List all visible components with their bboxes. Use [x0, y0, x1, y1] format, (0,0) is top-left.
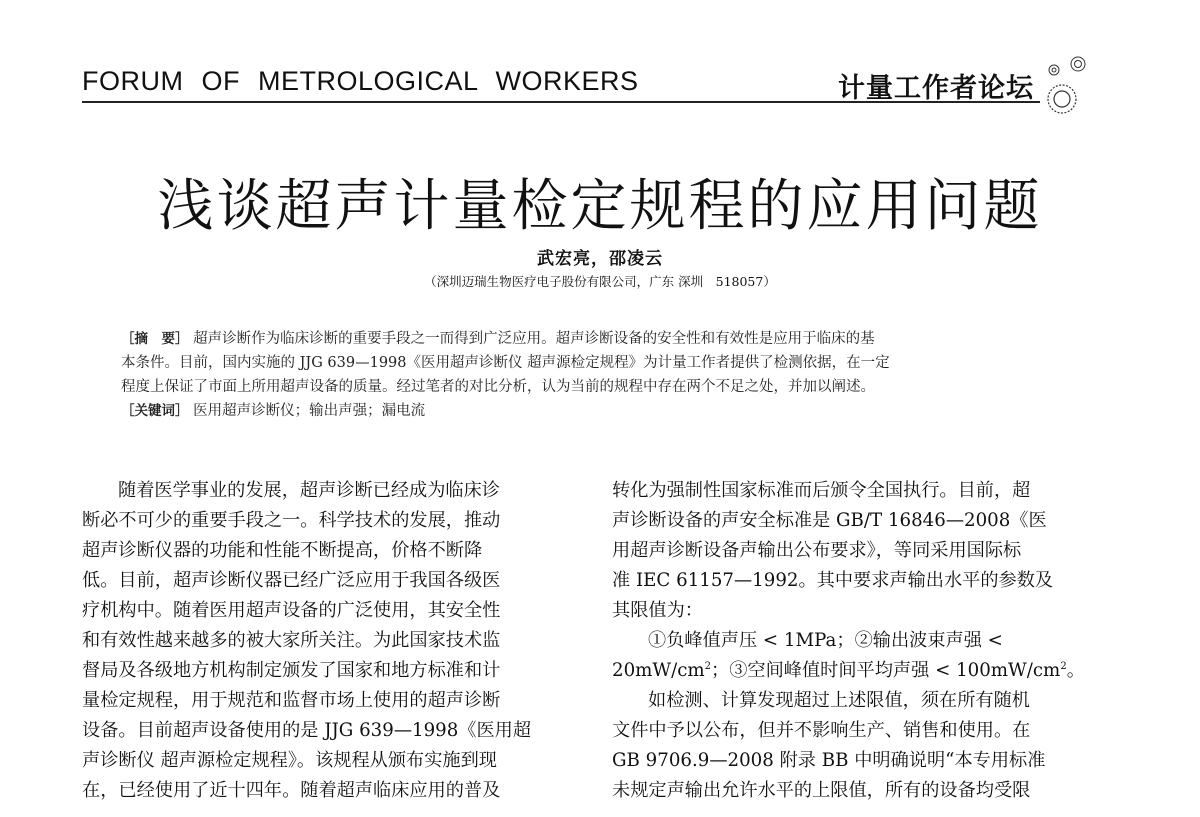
header-divider [82, 101, 1040, 103]
keywords-label: ［关键词］ [121, 403, 189, 419]
keywords-text: 医用超声诊断仪；输出声强；漏电流 [193, 403, 426, 419]
body-line: 超声诊断仪器的功能和性能不断提高，价格不断降 [82, 540, 483, 561]
journal-name-en: FORUM OF METROLOGICAL WORKERS [82, 66, 639, 96]
body-line: 用超声诊断设备声输出公布要求》，等同采用国际标 [612, 540, 1022, 561]
limits-line [612, 656, 1102, 686]
abstract-line: 本条件。目前，国内实施的 JJG 639—1998《医用超声诊断仪 超声源检定规程》为计量工作者提供了检测依据，在一定 [121, 355, 890, 371]
limit-punct: 。 [1066, 660, 1085, 681]
body-line: 转化为强制性国家标准而后颁令全国执行。目前，超 [612, 480, 1031, 501]
body-line: 设备。目前超声设备使用的是 JJG 639—1998《医用超 [82, 720, 532, 741]
body-line: 低。目前，超声诊断仪器已经广泛应用于我国各级医 [82, 570, 501, 591]
limit-value: ；③空间峰值时间平均声强 < 100mW/cm [711, 660, 1061, 681]
body-line: 断必不可少的重要手段之一。科学技术的发展，推动 [82, 510, 501, 531]
body-line: 如检测、计算发现超过上述限值，须在所有随机 [648, 690, 1030, 711]
body-line: 疗机构中。随着医用超声设备的广泛使用，其安全性 [82, 600, 501, 621]
body-line: 量检定规程，用于规范和监督市场上使用的超声诊断 [82, 690, 501, 711]
article-authors: 武宏亮，邵凌云 [537, 249, 663, 269]
article-title: 浅谈超声计量检定规程的应用问题 [157, 174, 1043, 239]
abstract-line [121, 327, 1079, 351]
body-line: 和有效性越来越多的被大家所关注。为此国家技术监 [82, 630, 501, 651]
superscript: 2 [1060, 661, 1067, 672]
body-line: 声诊断设备的声安全标准是 GB/T 16846—2008《医 [612, 510, 1047, 531]
body-line: 其限值为： [612, 600, 703, 621]
body-line: 督局及各级地方机构制定颁发了国家和地方标准和计 [82, 660, 501, 681]
body-line: 准 IEC 61157—1992。其中要求声输出水平的参数及 [612, 570, 1054, 591]
author-affiliation: （深圳迈瑞生物医疗电子股份有限公司，广东 深圳 518057） [424, 274, 776, 289]
body-line: 文件中予以公布，但并不影响生产、销售和使用。在 [612, 720, 1031, 741]
limit-value: 20mW/cm [612, 660, 705, 681]
abstract-text: 超声诊断作为临床诊断的重要手段之一而得到广泛应用。超声诊断设备的安全性和有效性是应用于临床的基 [193, 331, 875, 347]
body-line: 声诊断仪 超声源检定规程》。该规程从颁布实施到现 [82, 750, 497, 771]
abstract-block [121, 327, 1079, 423]
journal-name-zh: 计量工作者论坛 [838, 73, 1034, 104]
body-line: 在，已经使用了近十四年。随着超声临床应用的普及 [82, 780, 501, 801]
keywords-line [121, 399, 1079, 423]
concentric-circles-ornament [1036, 52, 1098, 118]
limits-line: ①负峰值声压 < 1MPa；②输出波束声强 < [648, 630, 1003, 651]
abstract-line: 程度上保证了市面上所用超声设备的质量。经过笔者的对比分析，认为当前的规程中存在两个不足之处，并加以阐述。 [121, 379, 875, 395]
superscript: 2 [704, 661, 712, 672]
body-line: 随着医学事业的发展，超声诊断已经成为临床诊 [118, 480, 500, 501]
abstract-label: ［摘 要］ [121, 331, 189, 347]
body-line: GB 9706.9—2008 附录 BB 中明确说明“本专用标准 [612, 750, 1046, 771]
body-right-column [612, 476, 1102, 806]
body-line: 未规定声输出允许水平的上限值，所有的设备均受限 [612, 780, 1031, 801]
body-left-column [82, 476, 572, 806]
